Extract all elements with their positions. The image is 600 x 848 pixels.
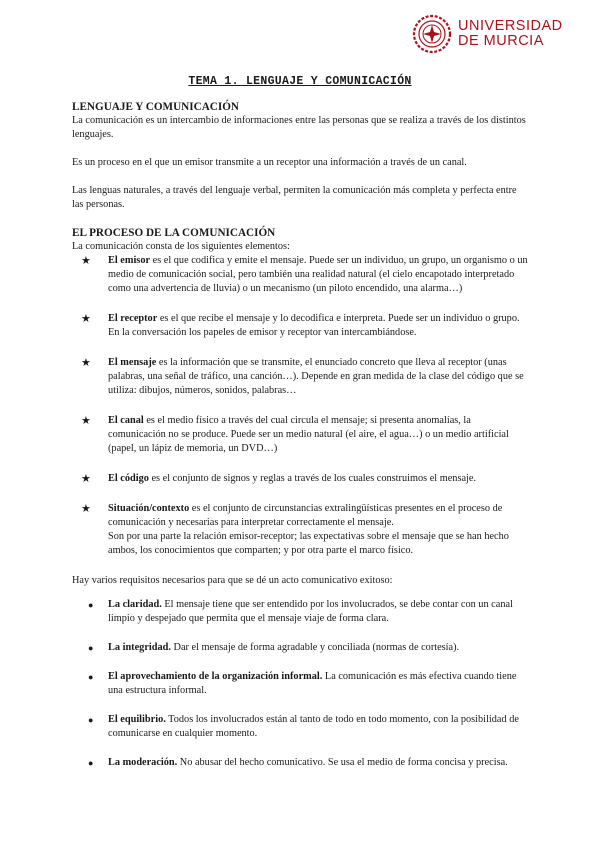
list-item — [72, 414, 528, 456]
dot-bullet-icon: ● — [88, 600, 94, 610]
paragraph: La comunicación consta de los siguientes elementos: — [72, 241, 290, 252]
list-item — [72, 356, 528, 398]
requirements-list — [72, 598, 528, 770]
list-item — [72, 472, 528, 486]
list-item — [72, 641, 528, 655]
dot-bullet-icon: ● — [88, 643, 94, 653]
section-heading-lenguaje: LENGUAJE Y COMUNICACIÓN — [72, 101, 239, 113]
university-logo — [412, 14, 563, 54]
section-heading-proceso: EL PROCESO DE LA COMUNICACIÓN — [72, 227, 276, 239]
term: El aprovechamiento de la organización informal. — [108, 671, 323, 682]
term: La claridad. — [108, 599, 162, 610]
term: El código — [108, 473, 149, 484]
definition: Todos los involucrados están al tanto de todo en todo momento, con la posibilidad de comunicarse en cualquier momento. — [108, 714, 519, 739]
term: La integridad. — [108, 642, 171, 653]
term: El emisor — [108, 255, 151, 266]
logo-text — [458, 19, 563, 49]
definition: Dar el mensaje de forma agradable y conciliada (normas de cortesía). — [170, 642, 460, 653]
list-item — [72, 756, 528, 770]
definition: es el que codifica y emite el mensaje. Puede ser un individuo, un grupo, un organismo o un medio de comunicación social, pero también una realidad natural (el cielo encapotado interpretado como una advertencia de lluvia) o un mecanismo (un piloto encendido, una alarma…) — [108, 255, 528, 294]
definition-extra: Son por una parte la relación emisor-receptor; las expectativas sobre el mensaje que se han hecho ambos, los conocimientos que comparten; y por otra parte el marco físico. — [108, 531, 509, 556]
term: La moderación. — [108, 757, 178, 768]
definition: El mensaje tiene que ser entendido por los involucrados, se debe contar con un canal limpio y despejado que permita que el mensaje viaje de forma clara. — [108, 599, 513, 624]
definition: La comunicación es más efectiva cuando tiene una estructura informal. — [108, 671, 517, 696]
star-bullet-icon: ★ — [81, 255, 91, 267]
definition: es el conjunto de signos y reglas a través de los cuales construimos el mensaje. — [148, 473, 477, 484]
term: El receptor — [108, 313, 158, 324]
dot-bullet-icon: ● — [88, 715, 94, 725]
definition: es el que recibe el mensaje y lo decodifica e interpreta. Puede ser un individuo o grupo. En la conversación los papeles de emisor y receptor van intercambiándose. — [108, 313, 520, 338]
star-bullet-icon: ★ — [81, 503, 91, 515]
paragraph: Las lenguas naturales, a través del lenguaje verbal, permiten la comunicación más completa y perfecta entre las personas. — [72, 185, 517, 210]
star-bullet-icon: ★ — [81, 313, 91, 325]
list-item — [72, 254, 528, 296]
definition: No abusar del hecho comunicativo. Se usa el medio de forma concisa y precisa. — [177, 757, 508, 768]
term: El mensaje — [108, 357, 157, 368]
star-bullet-icon: ★ — [81, 473, 91, 485]
logo-line-2: DE MURCIA — [458, 33, 544, 49]
paragraph: Es un proceso en el que un emisor transmite a un receptor una información a través de un canal. — [72, 157, 467, 168]
star-bullet-icon: ★ — [81, 415, 91, 427]
definition: es la información que se transmite, el enunciado concreto que lleva al receptor (unas palabras, una señal de tráfico, una canción…). Depende en gran medida de la clase del código que se utiliza: dibujos, números, sonidos, palabras… — [108, 357, 524, 396]
list-item — [72, 713, 528, 741]
term: El equilibrio. — [108, 714, 166, 725]
term: Situación/contexto — [108, 503, 190, 514]
definition: es el medio físico a través del cual circula el mensaje; si presenta anomalías, la comunicación no se produce. Puede ser un medio natural (el aire, el agua…) o un medio artificial (papel, un lápiz de memoria, un DVD…) — [108, 415, 509, 454]
university-seal-icon — [412, 14, 452, 54]
page-title: TEMA 1. LENGUAJE Y COMUNICACIÓN — [188, 75, 412, 88]
elements-list — [72, 254, 528, 558]
star-bullet-icon: ★ — [81, 357, 91, 369]
list-item — [72, 670, 528, 698]
term: El canal — [108, 415, 144, 426]
definition: es el conjunto de circunstancias extralingüísticas presentes en el proceso de comunicación y necesarias para interpretar correctamente el mensaje. — [108, 503, 503, 528]
document-body — [72, 100, 528, 785]
list-item — [72, 312, 528, 340]
logo-line-1: UNIVERSIDAD — [458, 18, 563, 34]
paragraph: Hay varios requisitos necesarios para que se dé un acto comunicativo exitoso: — [72, 575, 393, 586]
dot-bullet-icon: ● — [88, 758, 94, 768]
list-item — [72, 598, 528, 626]
list-item — [72, 502, 528, 558]
paragraph: La comunicación es un intercambio de informaciones entre las personas que se realiza a través de los distintos lenguajes. — [72, 115, 526, 140]
dot-bullet-icon: ● — [88, 672, 94, 682]
